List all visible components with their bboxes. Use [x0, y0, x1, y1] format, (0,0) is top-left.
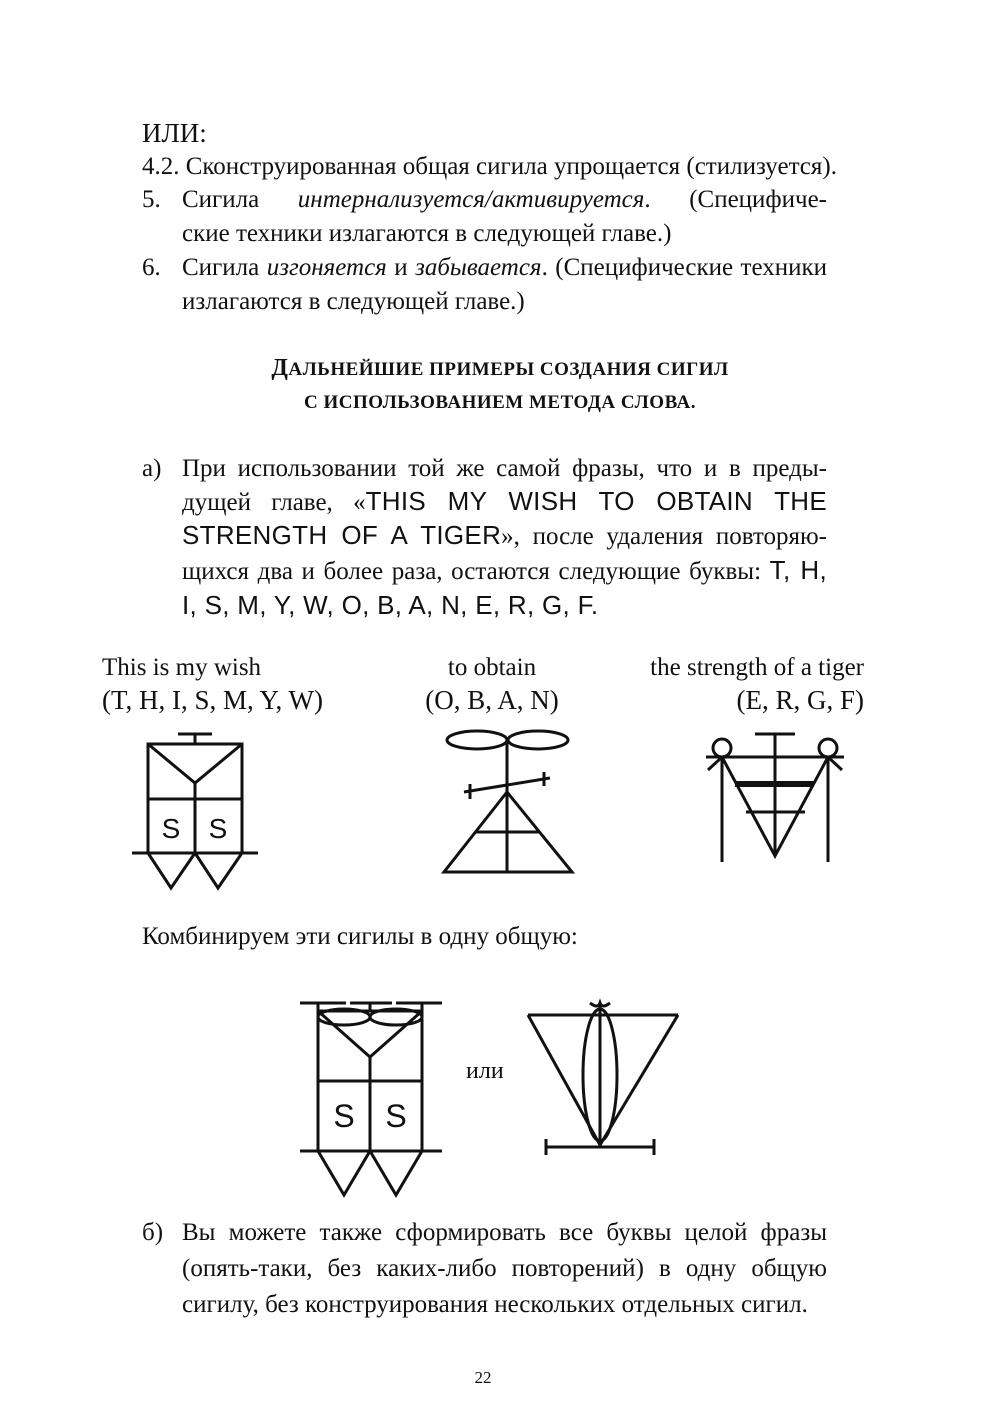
step-5-number: 5.	[142, 186, 161, 213]
sigil-3-letters: (E, R, G, F)	[736, 685, 864, 715]
combined-sigil-triangle	[522, 995, 687, 1160]
item-b-marker: б)	[142, 1219, 164, 1246]
or-label: или	[466, 1058, 504, 1084]
step-5-line-1: Сигила интернализуется/активируется. (Специфиче-	[182, 186, 827, 213]
item-a-line-2: дущей главе, «THIS MY WISH TO OBTAIN THE	[182, 486, 828, 516]
combine-text: Комбинируем эти сигилы в одну общую:	[142, 923, 578, 950]
sigil-this-is-my-wish	[128, 728, 238, 893]
section-heading-line-1: ДАЛЬНЕЙШИЕ ПРИМЕРЫ СОЗДАНИЯ СИГИЛ	[271, 355, 729, 381]
sigil-1-letters: (T, H, I, S, M, Y, W)	[102, 685, 323, 715]
step-6-line-2: излагаются в следующей главе.)	[182, 288, 525, 315]
combined-sigil-boxes	[296, 995, 446, 1200]
page-number: 22	[474, 1368, 492, 1387]
section-heading-line-2: С ИСПОЛЬЗОВАНИЕМ МЕТОДА СЛОВА.	[303, 392, 697, 413]
item-a-line-4: щихся два и более раза, остаются следующие буквы: T, H,	[182, 555, 827, 585]
sigil-box-letter: S	[161, 813, 181, 844]
sigil-3-phrase: the strength of a tiger	[650, 654, 864, 681]
sigil-to-obtain	[440, 724, 580, 874]
step-6-number: 6.	[142, 254, 161, 281]
sigil-box-letter: S	[385, 1098, 407, 1134]
ili-heading: ИЛИ:	[142, 118, 207, 148]
sigil-2-letters: (O, B, A, N)	[425, 685, 559, 715]
item-a-line-1: При использовании той же самой фразы, что и в преды-	[182, 455, 827, 482]
sigil-box-letter: S	[208, 813, 228, 844]
step-4-2: 4.2. Сконструированная общая сигила упрощается (стилизуется).	[142, 153, 837, 180]
step-5-line-2: ские техники излагаются в следующей главе.)	[182, 220, 672, 247]
item-a-line-5: I, S, M, Y, W, O, B, A, N, E, R, G, F.	[182, 590, 599, 620]
item-b-line-3: сигилу, без конструирования нескольких отдельных сигил.	[182, 1291, 808, 1318]
sigil-strength-of-a-tiger	[702, 728, 852, 868]
item-b-line-2: (опять-таки, без каких-либо повторений) в одну общую	[182, 1255, 827, 1282]
sigil-2-phrase: to obtain	[447, 654, 537, 681]
item-b-line-1: Вы можете также сформировать все буквы целой фразы	[182, 1219, 827, 1246]
item-a-line-3: STRENGTH OF A TIGER», после удаления повторяю-	[182, 520, 827, 550]
sigil-1-phrase: This is my wish	[102, 654, 262, 681]
sigil-box-letter: S	[333, 1098, 355, 1134]
step-6-line-1: Сигила изгоняется и забывается. (Специфические техники	[182, 254, 828, 281]
item-a-marker: а)	[142, 455, 162, 482]
